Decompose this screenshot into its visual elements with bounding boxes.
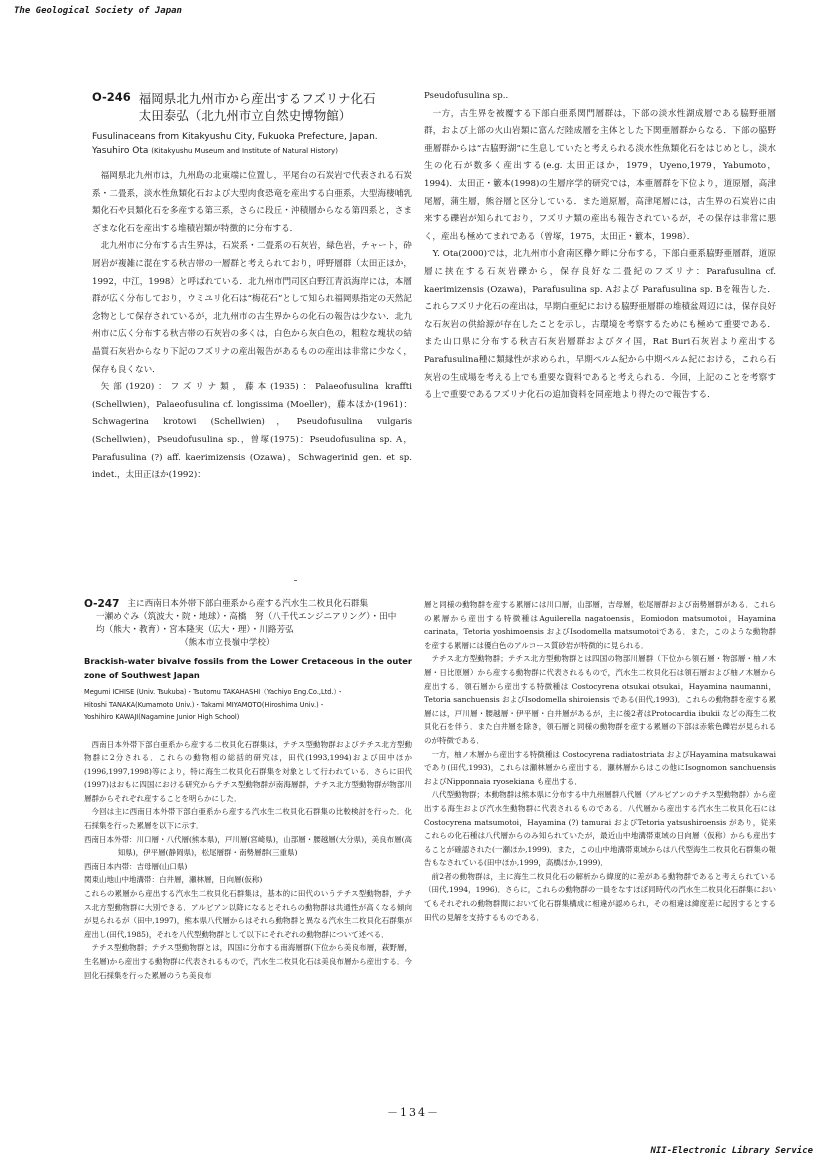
abstract-246-paragraph: 矢部(1920)：フズリナ類，藤本(1935)：Palaeofusulina kraffti (Schellwien)，Palaeofusulina cf. longissima (Moeller)，藤本ほか(1961)：Schwagerina krotowi (Schellwien)，Pseudofusulina vulgaris (Schellwien)，Pseudofusulina sp.，曽塚(1975)：Pseudofusulina sp. A，Parafusulina (?) aff. kaerimizensis (Ozawa)，Schwagerinid gen. et sp. indet.，太田正ほか(1992)： (92, 382, 412, 481)
abstract-246-author-en (92, 144, 412, 158)
abstract-246-paragraph: 北九州市に分布する古生界は，石炭系・二畳系の石灰岩，緑色岩，チャート，砕屑岩が複雑に混在する秋吉帯の一層群と考えられており，呼野層群（太田正ほか，1992，中江，1998）と呼ばれている．北九州市門司区白野江青浜海岸には，本層群が広く分布しており，ウミユリ化石は“梅花石”として知られ福岡県指定の天然記念物として保存されているが，北九州市の古生界からの化石の報告は少ない．北九州市に広く分布する秋吉帯の石灰岩の多くは，白色から灰白色の，粗粒な塊状の結晶質石灰岩からなり下記のフズリナの産出報告があるものの産出は非常に少なく，保存も良くない． (92, 241, 412, 375)
abstract-246-author-en-affiliation: (Kitakyushu Museum and Institute of Natural History) (151, 147, 338, 155)
abstract-247-paragraph: 今回は主に西南日本外帯下部白亜系から産する汽水生二枚貝化石群集の比較検討を行った．化石採集を行った累層を以下に示す． (84, 807, 412, 831)
abstract-246-right-column (424, 88, 776, 578)
abstract-247-paragraph: 一方，柚ノ木層から産出する特徴種は Costocyrena radiatostriata およびHayamina matsukawai であり(田代,1993)，これらは瀬林層から産出する．瀬林層からはこの他にIsognomon sanchuensis およびNipponnaia ryosekiana も産出する． (424, 749, 776, 786)
abstract-246-title-en: Fusulinaceans from Kitakyushu City, Fukuoka Prefecture, Japan. (92, 132, 378, 142)
abstract-246-left-column (92, 90, 412, 580)
abstract-247-paragraph: 層と同様の動物群を産する累層には川口層，山部層，吉母層，松尾層群および南勢層群がある．これらの累層から産出する特徴種はAguilerella nagatoensis，Eomiodon matsumotoi，Hayamina carinata，Tetoria yoshimoensis およびIsodomella matsumotoiである．また，このような動物群を産する累層には優白色のアルコース質砂岩が特徴的に見られる． (424, 600, 776, 650)
abstract-247-paragraph: テチス型動物群；テチス型動物群とは，四国に分布する南海層群(下位から美良布層，萩野層，生名層)から産出する動物群に代表されるもので，汽水生二枚貝化石は美良布層から産出する．今回化石採集を行った累層のうち美良布 (84, 943, 412, 980)
abstract-246-author-en-name: Yasuhiro Ota (92, 146, 149, 156)
society-header: The Geological Society of Japan (14, 6, 182, 16)
library-service-footer: NII-Electronic Library Service (650, 1146, 813, 1156)
abstract-246-number: O-246 (92, 90, 131, 104)
abstract-246-paragraph: 一方，古生界を被覆する下部白亜系関門層群は，下部の淡水性湖成層である脇野亜層群，および上部の火山岩類に富んだ陸成層を主体とした下関亜層群からなる．下部の脇野亜層群からは“古脇野湖”に生息していたと考えられる淡水性魚類化石をはじめとし，淡水生の化石が数多く産出する(e.g. 太田正ほか，1979，Uyeno,1979，Yabumoto，1994)．太田正・籔本(1998)の生層序学的研究では，本亜層群を下位より，道原層，高津尾層，蒲生層，熊谷層と区分している．また道原層，高津尾層には，古生界の石炭岩に由来する礫岩が知られており，フズリナ類の産出も報告されているが，その保存は非常に悪く，産出も極めてまれである（曽塚，1975，太田正・籔本，1998）． (424, 108, 776, 242)
abstract-247-paragraph: 西南日本外帯下部白亜系から産する二枚貝化石群集は，テチス型動物群およびテチス北方型動物群に2分される．これらの動物相の総括的研究は，田代(1993,1994)および田中ほか(1996,1997,1998)等により，特に海生二枚貝化石群集を対象として行われている．さらに田代(1997)はおもに四国における研究からテチス型動物群が南海層群，テチス北方型動物群が物部川層群からそれぞれ産することを明らかにした． (84, 739, 412, 803)
section-divider (294, 580, 297, 581)
page-number: －134－ (387, 1106, 440, 1119)
abstract-247-region-item: 西南日本内帯：吉母層(山口県) (84, 861, 188, 871)
abstract-247-authors-ja-affiliation: （熊本市立長嶺中学校） (180, 638, 275, 648)
abstract-247-paragraph: これらの累層から産出する汽水生二枚貝化石群集は，基本的に田代のいうテチス型動物群，テチス北方型動物群に大別できる．アルビアン以降になるとそれらの動物群は共通性が高くなる傾向が見られるが（田中,1997)，熊本県八代層からはそれら動物群と異なる汽水生二枚貝化石群集が産出し(田代,1985)，それを八代型動物群として以下にそれぞれの動物群について述べる． (84, 889, 412, 939)
abstract-247-right-column (424, 598, 776, 1090)
abstract-247-paragraph: 前2者の動物群は，主に海生二枚貝化石の解析から緯度的に差がある動物群であると考えられている（田代,1994，1996)．さらに，これらの動物群の一員をなすほぼ同時代の汽水生二枚貝化石群集においてもそれぞれの動物群間において化石群集構成に相違が認められ，その相違は緯度差に起因するとする田代の見解を支持するものである． (424, 871, 776, 922)
abstract-246-paragraph: Pseudofusulina sp.. (424, 91, 509, 101)
abstract-247-region-item: 関東山地山中地溝帯：白井層，瀬林層，日向層(仮称) (84, 875, 263, 885)
abstract-247-authors-en: Megumi ICHISE (Univ. Tsukuba)・Tsutomu TAKAHASHI（Yachiyo Eng.Co.,Ltd.）・ (84, 688, 344, 696)
abstract-247-authors-ja: 一瀬めぐみ（筑波大・院・地球）・高橋 努（八千代エンジニアリング）・田中 均（熊大・教育）・宮本隆実（広大・理）・川路芳弘 (96, 612, 405, 635)
abstract-247-region-item: 西南日本外帯：川口層・八代層(熊本県)，戸川層(宮崎県)，山部層・腰越層(大分県)，美良布層(高知県)，伊平層(静岡県)，松尾層群・南勢層群(三重県) (84, 834, 412, 858)
abstract-246-title-ja: 福岡県北九州市から産出するフズリナ化石 (138, 91, 376, 106)
abstract-246-paragraph: Y. Ota(2000)では，北九州市小倉南区欅ケ畔に分布する，下部白亜系脇野亜層群，道原層に挟在する石灰岩礫から，保存良好な二畳紀のフズリナ：Parafusulina cf. kaerimizensis (Ozawa)，Parafusulina sp. Aおよび Parafusulina sp. Bを報告した．これらフズリナ化石の産出は，早期白亜紀における脇野亜層群の堆積盆周辺には，保存良好な石灰岩の供給源が存在したことを示し，古環境を考察するためにも極めて重要である．また山口県に分布する秋吉石灰岩層群およびタイ国，Rat Buri石灰岩より産出するParafusulina種に類縁性が求められ，早期ペルム紀から中期ペルム紀における，これら石灰岩の生成場を考える上でも重要な資料であると考えられる．今回，上記のことを考察する上で重要であるフズリナ化石の追加資料を同産地より得たので報告する． (424, 249, 776, 401)
abstract-247-title-en: Brackish-water bivalve fossils from the Lower Cretaceous in the outer zone of Southwest Japan (84, 656, 412, 680)
abstract-247-title-ja: 主に西南日本外帯下部白亜系から産する汽水生二枚貝化石群集 (127, 599, 369, 609)
abstract-247-heading (84, 598, 412, 611)
abstract-247-number: O-247 (84, 598, 120, 610)
abstract-247-authors-en: Hitoshi TANAKA(Kumamoto Univ.)・Takami MIYAMOTO(Hiroshima Univ.)・ (84, 700, 326, 709)
abstract-246-paragraph: 福岡県北九州市は，九州島の北東端に位置し，平尾台の石炭岩で代表される石炭系・二畳系，淡水性魚類化石および大型肉食恐竜を産出する白亜系，大型海棲哺乳類化石や貝類化石を多産する第三系，さらに段丘・沖積層からなる第四系と，さまざまな化石を産出する堆積岩類が特徴的に分布する． (92, 171, 412, 234)
abstract-247-paragraph: テチス北方型動物群；テチス北方型動物群とは四国の物部川層群（下位から領石層・物部層・柚ノ木層・日比原層）から産する動物群に代表されるもので，汽水生二枚貝化石は領石層および柚ノ木層から産出する．領石層から産出する特徴種は Costocyrena otsukai otsukai，Hayamina naumanni，Tetoria sanchuensis およびIsodomella shiroiensis である(田代,1993)．これらの動物群を産する累層には，戸川層・腰越層・伊平層・白井層があるが，主に後2者はProtocardia ibukii などの海生二枚貝化石を伴う．また白井層を除き，領石層と同様の動物群を産する累層の下部は赤紫色礫岩が見られるのが特徴である． (424, 654, 776, 745)
abstract-246-author-ja: 太田泰弘（北九州市立自然史博物館） (138, 108, 352, 123)
abstract-247-authors-en: Yoshihiro KAWAJI(Nagamine Junior High School) (84, 713, 240, 721)
abstract-246-heading (92, 90, 412, 124)
abstract-247-left-column (84, 598, 412, 1090)
abstract-247-paragraph: 八代型動物群；本動物群は熊本県に分布する中九州層群八代層（アルビアンのテチス型動物群）から産出する海生および汽水生動物群に代表されるものである．八代層から産出する汽水生二枚貝化石には Costocyrena matsumotoi，Hayamina (?) tamurai およびTetoria yatsushiroensis があり，従来これらの化石種は八代層からのみ知られていたが，最近山中地溝帯東域の日向層（仮称）からも産出することが確認された(一瀬ほか,1999)．また，この山中地溝帯東域からは八代型海生二枚貝化石群集の報告もなされている(田中ほか,1999，高橋ほか,1999)． (424, 790, 776, 868)
